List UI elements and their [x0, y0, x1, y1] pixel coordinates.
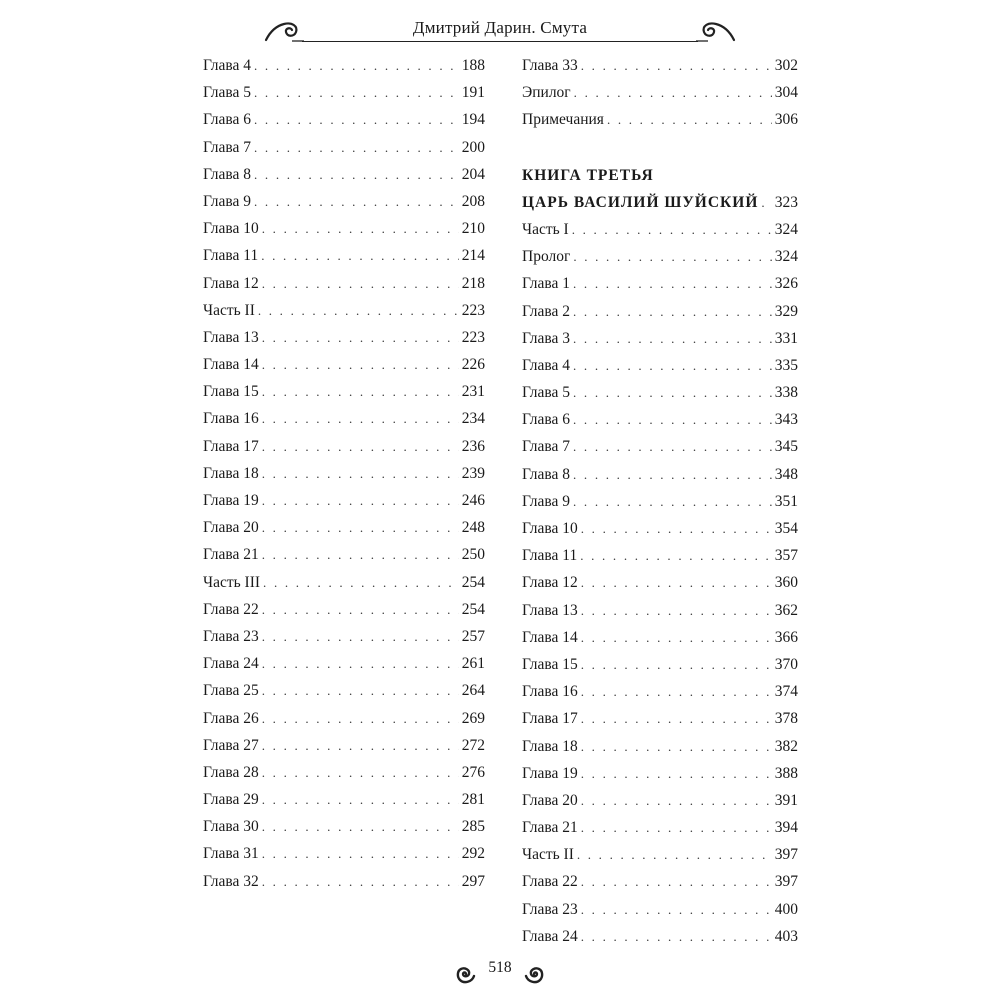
leader-dots	[581, 597, 772, 624]
page-number: 518	[488, 959, 512, 976]
leader-dots	[262, 868, 459, 895]
toc-entry[interactable]	[203, 433, 485, 460]
toc-entry[interactable]	[203, 79, 485, 106]
toc-entry-label: Глава 22	[522, 873, 578, 891]
toc-entry-label: Глава 19	[203, 492, 259, 509]
leader-dots	[581, 868, 772, 895]
toc-entry-label: Глава 1	[522, 275, 571, 293]
toc-entry-page: 360	[774, 574, 798, 592]
toc-entry-label: Глава 28	[203, 763, 259, 781]
leader-dots	[262, 759, 459, 786]
toc-entry-page: 374	[774, 683, 798, 701]
leader-dots	[263, 569, 459, 596]
leader-dots	[572, 216, 772, 243]
toc-entry-label: Глава 18	[203, 464, 259, 482]
toc-entry[interactable]	[203, 732, 485, 759]
leader-dots	[262, 378, 459, 405]
toc-entry-label: Глава 15	[203, 383, 259, 401]
toc-entry[interactable]	[522, 868, 798, 895]
toc-entry-page: 231	[461, 383, 485, 401]
toc-entry-page: 324	[774, 248, 798, 266]
toc-entry[interactable]	[522, 896, 798, 923]
toc-entry[interactable]	[203, 351, 485, 378]
running-header	[262, 8, 738, 44]
toc-entry[interactable]	[203, 514, 485, 541]
toc-entry[interactable]	[203, 569, 485, 596]
leader-dots	[262, 541, 459, 568]
book-heading: КНИГА ТРЕТЬЯ	[522, 166, 654, 184]
leader-dots	[262, 650, 459, 677]
toc-entry[interactable]	[203, 378, 485, 405]
toc-entry-page: 204	[461, 165, 485, 183]
toc-entry-label: Глава 5	[522, 384, 571, 402]
toc-entry-label: Глава 22	[203, 600, 259, 618]
toc-entry-page: 200	[461, 138, 485, 156]
toc-entry[interactable]	[203, 188, 485, 215]
toc-entry-page: 335	[774, 356, 798, 374]
toc-entry-page: 306	[774, 111, 798, 129]
toc-entry[interactable]	[203, 541, 485, 568]
toc-entry-page: 400	[774, 900, 798, 918]
leader-dots	[573, 379, 772, 406]
toc-entry-page: 194	[461, 111, 485, 129]
leader-dots	[577, 841, 772, 868]
leader-dots	[262, 677, 459, 704]
toc-entry[interactable]	[522, 352, 798, 379]
toc-entry[interactable]	[522, 106, 798, 133]
toc-entry-page: 246	[461, 492, 485, 509]
toc-entry[interactable]	[203, 270, 485, 297]
leader-dots	[262, 705, 459, 732]
toc-entry-page: 331	[774, 329, 798, 347]
toc-entry[interactable]	[522, 923, 798, 950]
toc-entry-label: Глава 23	[203, 627, 259, 645]
leader-dots	[258, 297, 459, 324]
toc-entry-page: 343	[774, 411, 798, 429]
toc-entry-label: Глава 2	[522, 302, 571, 320]
toc-entry-page: 324	[774, 220, 798, 238]
toc-entry-page: 388	[774, 764, 798, 782]
toc-entry-page: 366	[774, 628, 798, 646]
toc-entry-label: Глава 32	[203, 872, 259, 890]
toc-entry-label: Эпилог	[522, 84, 571, 102]
toc-entry-label: Глава 7	[203, 138, 252, 156]
toc-entry[interactable]	[522, 787, 798, 814]
toc-entry[interactable]	[522, 488, 798, 515]
toc-entry-label: Глава 16	[203, 410, 259, 428]
toc-entry[interactable]	[522, 624, 798, 651]
leader-dots	[581, 896, 772, 923]
leader-dots	[573, 270, 772, 297]
toc-entry[interactable]	[522, 597, 798, 624]
toc-entry-label: Глава 26	[203, 709, 259, 727]
leader-dots	[262, 487, 459, 514]
header-rule	[302, 41, 698, 42]
toc-entry-page: 403	[774, 927, 798, 945]
leader-dots	[262, 215, 459, 242]
toc-entry-label: Глава 9	[203, 192, 252, 210]
toc-entry-page: 397	[774, 846, 798, 864]
toc-entry-label: ЦАРЬ ВАСИЛИЙ ШУЙСКИЙ	[522, 193, 759, 211]
leader-dots	[262, 623, 459, 650]
toc-entry[interactable]	[203, 623, 485, 650]
leader-dots	[262, 813, 459, 840]
toc-entry-page: 345	[774, 438, 798, 456]
toc-entry[interactable]	[522, 270, 798, 297]
toc-entry-page: 354	[774, 520, 798, 537]
toc-entry-page: 323	[774, 193, 798, 211]
toc-entry-label: Глава 10	[522, 520, 578, 537]
leader-dots	[261, 242, 459, 269]
toc-entry[interactable]	[522, 760, 798, 787]
leader-dots	[581, 733, 772, 760]
toc-entry[interactable]	[203, 405, 485, 432]
toc-entry[interactable]	[203, 52, 485, 79]
toc-entry[interactable]	[203, 705, 485, 732]
leader-dots	[262, 786, 459, 813]
toc-entry[interactable]	[522, 243, 798, 270]
leader-dots	[580, 542, 772, 569]
toc-entry-label: Глава 4	[203, 57, 252, 74]
leader-dots	[262, 405, 459, 432]
toc-entry-label: Глава 20	[203, 519, 259, 537]
toc-entry-label: Глава 11	[203, 247, 259, 265]
toc-entry-label: Глава 8	[522, 465, 571, 483]
toc-entry-page: 302	[774, 57, 798, 74]
toc-entry-label: Глава 33	[522, 57, 578, 74]
toc-entry-page: 236	[461, 437, 485, 455]
toc-entry-page: 254	[461, 573, 485, 591]
leader-dots	[262, 840, 459, 867]
toc-entry[interactable]	[522, 325, 798, 352]
toc-entry[interactable]	[522, 79, 798, 106]
toc-entry-page: 351	[774, 492, 798, 510]
toc-entry-page: 362	[774, 601, 798, 619]
toc-entry-page: 382	[774, 737, 798, 755]
toc-entry[interactable]	[203, 106, 485, 133]
toc-entry-label: Глава 21	[522, 819, 578, 837]
toc-entry[interactable]	[522, 406, 798, 433]
leader-dots	[573, 298, 772, 325]
toc-entry[interactable]	[203, 677, 485, 704]
toc-entry[interactable]	[203, 596, 485, 623]
toc-entry[interactable]	[522, 298, 798, 325]
toc-entry[interactable]	[203, 813, 485, 840]
toc-entry[interactable]	[522, 379, 798, 406]
toc-entry[interactable]	[203, 134, 485, 161]
toc-entry-label: Часть II	[203, 301, 255, 319]
toc-entry-label: Глава 27	[203, 736, 259, 754]
toc-entry-page: 272	[461, 736, 485, 754]
toc-entry-label: Глава 4	[522, 356, 571, 374]
toc-entry-label: Глава 13	[203, 328, 259, 346]
toc-entry-label: Глава 18	[522, 737, 578, 755]
toc-entry-page: 304	[774, 84, 798, 102]
header-title: Дмитрий Дарин. Смута	[412, 18, 588, 37]
toc-entry-page: 338	[774, 384, 798, 402]
toc-entry-page: 188	[461, 57, 485, 74]
toc-entry-label: Глава 6	[522, 411, 571, 429]
toc-entry[interactable]	[203, 487, 485, 514]
toc-entry[interactable]	[522, 569, 798, 596]
leader-dots	[573, 243, 771, 270]
toc-entry-page: 264	[461, 682, 485, 700]
toc-entry-label: Часть I	[522, 220, 569, 238]
toc-entry[interactable]	[522, 515, 798, 542]
toc-entry[interactable]	[522, 814, 798, 841]
toc-entry[interactable]	[203, 215, 485, 242]
leader-dots	[262, 514, 459, 541]
toc-entry-page: 397	[774, 873, 798, 891]
toc-entry-page: 239	[461, 464, 485, 482]
leader-dots	[581, 515, 772, 542]
toc-entry[interactable]	[522, 651, 798, 678]
toc-entry[interactable]	[203, 759, 485, 786]
toc-entry-label: Глава 29	[203, 791, 259, 809]
toc-entry-book-title[interactable]	[522, 189, 798, 216]
leader-dots	[573, 461, 772, 488]
toc-entry-label: Глава 13	[522, 601, 578, 619]
toc-left-column	[203, 52, 485, 895]
leader-dots	[254, 106, 459, 133]
toc-entry[interactable]	[522, 841, 798, 868]
toc-entry-label: Глава 3	[522, 329, 571, 347]
toc-entry-page: 223	[461, 301, 485, 319]
toc-entry[interactable]	[522, 542, 798, 569]
leader-dots	[581, 569, 772, 596]
toc-entry-label: Глава 20	[522, 791, 578, 809]
toc-entry-page: 250	[461, 546, 485, 564]
toc-entry-label: Глава 5	[203, 84, 252, 102]
page-footer	[452, 955, 548, 991]
leader-dots	[581, 814, 772, 841]
toc-entry-page: 370	[774, 655, 798, 673]
leader-dots	[254, 161, 459, 188]
toc-entry-page: 348	[774, 465, 798, 483]
toc-entry-label: Глава 17	[522, 710, 578, 728]
toc-entry[interactable]	[203, 460, 485, 487]
toc-entry-page: 391	[774, 791, 798, 809]
toc-entry-page: 226	[461, 356, 485, 374]
toc-entry-page: 214	[461, 247, 485, 265]
toc-entry-label: Примечания	[522, 111, 604, 129]
toc-entry-label: Глава 19	[522, 764, 578, 782]
leader-dots	[581, 760, 772, 787]
leader-dots	[607, 106, 772, 133]
toc-entry-label: Глава 12	[522, 574, 578, 592]
toc-entry-label: Глава 11	[522, 547, 578, 565]
toc-entry-page: 329	[774, 302, 798, 320]
leader-dots	[581, 678, 772, 705]
leader-dots	[262, 270, 459, 297]
swirl-ornament-icon	[694, 14, 738, 44]
toc-entry-label: Глава 31	[203, 845, 259, 863]
toc-entry-page: 276	[461, 763, 485, 781]
toc-entry[interactable]	[522, 461, 798, 488]
leader-dots	[581, 705, 772, 732]
toc-entry[interactable]	[203, 868, 485, 895]
toc-entry-label: Пролог	[522, 248, 571, 266]
leader-dots	[262, 324, 459, 351]
toc-entry-page: 297	[461, 872, 485, 890]
leader-dots	[581, 787, 772, 814]
toc-entry[interactable]	[203, 650, 485, 677]
toc-entry-page: 248	[461, 519, 485, 537]
toc-entry-page: 191	[461, 84, 485, 102]
toc-entry-label: Глава 24	[203, 655, 259, 673]
leader-dots	[573, 406, 772, 433]
toc-entry-label: Глава 15	[522, 655, 578, 673]
toc-entry-label: Глава 23	[522, 900, 578, 918]
toc-entry-page: 285	[461, 818, 485, 836]
toc-entry-label: Глава 7	[522, 438, 571, 456]
leader-dots	[254, 134, 459, 161]
toc-entry[interactable]	[522, 678, 798, 705]
toc-entry-page: 326	[774, 275, 798, 293]
leader-dots	[581, 923, 772, 950]
toc-entry-page: 254	[461, 600, 485, 618]
toc-entry-label: Глава 21	[203, 546, 259, 564]
toc-entry-label: Глава 16	[522, 683, 578, 701]
spiral-ornament-icon	[522, 961, 548, 987]
leader-dots	[573, 352, 772, 379]
toc-entry[interactable]	[203, 324, 485, 351]
leader-dots	[262, 596, 459, 623]
leader-dots	[254, 52, 459, 79]
toc-entry[interactable]	[522, 705, 798, 732]
toc-entry[interactable]	[203, 840, 485, 867]
leader-dots	[573, 488, 772, 515]
toc-entry-page: 234	[461, 410, 485, 428]
toc-entry[interactable]	[522, 433, 798, 460]
toc-entry[interactable]	[203, 786, 485, 813]
toc-entry-page: 261	[461, 655, 485, 673]
toc-entry-label: Глава 25	[203, 682, 259, 700]
leader-dots	[573, 433, 772, 460]
toc-entry-page: 218	[461, 274, 485, 292]
toc-entry[interactable]	[522, 216, 798, 243]
toc-entry[interactable]	[203, 161, 485, 188]
toc-entry-page: 257	[461, 627, 485, 645]
toc-entry-page: 269	[461, 709, 485, 727]
toc-entry-label: Глава 6	[203, 111, 252, 129]
toc-entry-label: Глава 8	[203, 165, 252, 183]
toc-entry-label: Глава 24	[522, 927, 578, 945]
leader-dots	[254, 79, 459, 106]
leader-dots	[262, 351, 459, 378]
toc-entry-page: 223	[461, 328, 485, 346]
toc-entry-page: 281	[461, 791, 485, 809]
toc-entry-page: 208	[461, 192, 485, 210]
toc-entry-page: 292	[461, 845, 485, 863]
toc-entry-page: 210	[461, 220, 485, 238]
leader-dots	[581, 651, 772, 678]
toc-entry[interactable]	[522, 52, 798, 79]
toc-entry[interactable]	[522, 733, 798, 760]
leader-dots	[262, 433, 459, 460]
leader-dots	[581, 52, 772, 79]
toc-entry-label: Часть III	[203, 573, 261, 591]
leader-dots	[262, 460, 459, 487]
leader-dots	[581, 624, 772, 651]
leader-dots	[262, 732, 459, 759]
leader-dots	[761, 189, 771, 216]
leader-dots	[254, 188, 459, 215]
leader-dots	[574, 79, 772, 106]
toc-entry-label: Часть II	[522, 846, 574, 864]
toc-entry-page: 394	[774, 819, 798, 837]
toc-entry-page: 378	[774, 710, 798, 728]
toc-entry-label: Глава 17	[203, 437, 259, 455]
toc-right-column	[522, 52, 798, 950]
toc-entry[interactable]	[203, 297, 485, 324]
toc-entry-label: Глава 14	[203, 356, 259, 374]
toc-entry-label: Глава 10	[203, 220, 259, 238]
toc-entry-label: Глава 30	[203, 818, 259, 836]
toc-entry-label: Глава 9	[522, 492, 571, 510]
toc-entry-label: Глава 14	[522, 628, 578, 646]
leader-dots	[573, 325, 772, 352]
toc-entry-page: 357	[774, 547, 798, 565]
toc-entry[interactable]	[203, 242, 485, 269]
toc-entry-label: Глава 12	[203, 274, 259, 292]
